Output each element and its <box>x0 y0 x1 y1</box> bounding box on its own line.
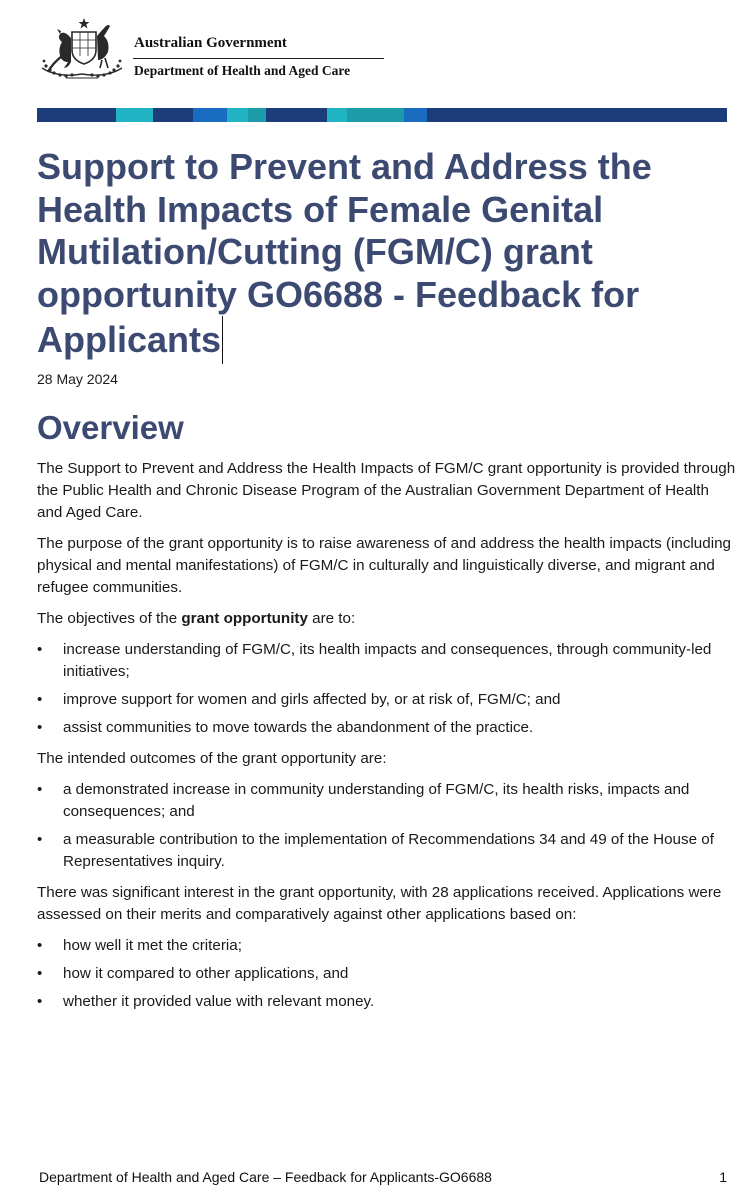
page-header <box>38 16 398 86</box>
footer-text: Department of Health and Aged Care – Feedback for Applicants-GO6688 <box>39 1169 492 1185</box>
color-bar-segment <box>427 108 553 122</box>
list-item-text: how well it met the criteria; <box>63 937 242 954</box>
criteria-list <box>37 935 737 1013</box>
list-item <box>37 963 737 985</box>
color-bar-segment <box>347 108 404 122</box>
page-number: 1 <box>719 1169 727 1185</box>
color-bar <box>37 108 727 122</box>
list-item-text: increase understanding of FGM/C, its health impacts and consequences, through community-led initiatives; <box>63 641 712 680</box>
color-bar-segment <box>81 108 116 122</box>
color-bar-segment <box>404 108 427 122</box>
document-title <box>37 146 717 364</box>
list-item <box>37 639 737 683</box>
outcomes-list <box>37 779 737 873</box>
list-item-text: improve support for women and girls affected by, or at risk of, FGM/C; and <box>63 691 561 708</box>
color-bar-segment <box>153 108 193 122</box>
list-item-text: whether it provided value with relevant money. <box>63 993 375 1010</box>
overview-paragraph-2: The purpose of the grant opportunity is to raise awareness of and address the health impacts (including physical and mental manifestations) of FGM/C in culturally and linguistically diverse, and migrant and refugee communities. <box>37 535 731 596</box>
objectives-intro-tail: are to: <box>307 610 356 627</box>
list-item-text: how it compared to other applications, and <box>63 965 349 982</box>
list-item-text: assist communities to move towards the abandonment of the practice. <box>63 719 534 736</box>
coat-of-arms-icon <box>38 16 126 82</box>
bullet-icon: • <box>37 993 43 1010</box>
interest-paragraph: There was significant interest in the grant opportunity, with 28 applications received. Applications were assessed on their merits and comparatively against other applications based on: <box>37 884 722 923</box>
document-title-text: Support to Prevent and Address the Health Impacts of Female Genital Mutilation/Cutting (FGM/C) grant opportunity GO6688 - Feedback for Applicants <box>37 146 652 360</box>
document-date: 28 May 2024 <box>37 371 118 387</box>
color-bar-segment <box>327 108 347 122</box>
bullet-icon: • <box>37 641 43 658</box>
overview-body <box>37 458 737 1022</box>
list-item-text: a demonstrated increase in community understanding of FGM/C, its health risks, impacts and consequences; and <box>63 781 690 820</box>
overview-paragraph-1: The Support to Prevent and Address the Health Impacts of FGM/C grant opportunity is provided through the Public Health and Chronic Disease Program of the Australian Government Department of Health and Aged Care. <box>37 460 736 521</box>
bullet-icon: • <box>37 965 43 982</box>
list-item <box>37 689 737 711</box>
color-bar-segment <box>193 108 227 122</box>
color-bar-segment <box>37 108 81 122</box>
text-cursor <box>222 316 223 364</box>
list-item <box>37 779 737 823</box>
objectives-intro-lead: The objectives of the <box>37 610 182 627</box>
list-item <box>37 829 737 873</box>
outcomes-intro: The intended outcomes of the grant opportunity are: <box>37 750 387 767</box>
header-divider <box>133 58 384 59</box>
list-item <box>37 935 737 957</box>
bullet-icon: • <box>37 719 43 736</box>
color-bar-segment <box>266 108 327 122</box>
department-name: Department of Health and Aged Care <box>134 63 351 78</box>
objectives-intro-bold: grant opportunity <box>181 610 308 627</box>
bullet-icon: • <box>37 831 43 848</box>
color-bar-segment <box>248 108 266 122</box>
government-name: Australian Government <box>134 35 287 51</box>
color-bar-segment <box>116 108 153 122</box>
list-item <box>37 991 737 1013</box>
overview-heading: Overview <box>37 409 184 446</box>
bullet-icon: • <box>37 781 43 798</box>
color-bar-segment <box>553 108 727 122</box>
bullet-icon: • <box>37 691 43 708</box>
list-item <box>37 717 737 739</box>
color-bar-segment <box>227 108 248 122</box>
bullet-icon: • <box>37 937 43 954</box>
objectives-list <box>37 639 737 739</box>
list-item-text: a measurable contribution to the implementation of Recommendations 34 and 49 of the House of Representatives inquiry. <box>63 831 714 870</box>
page-footer <box>39 1169 729 1185</box>
objectives-intro <box>37 608 737 630</box>
